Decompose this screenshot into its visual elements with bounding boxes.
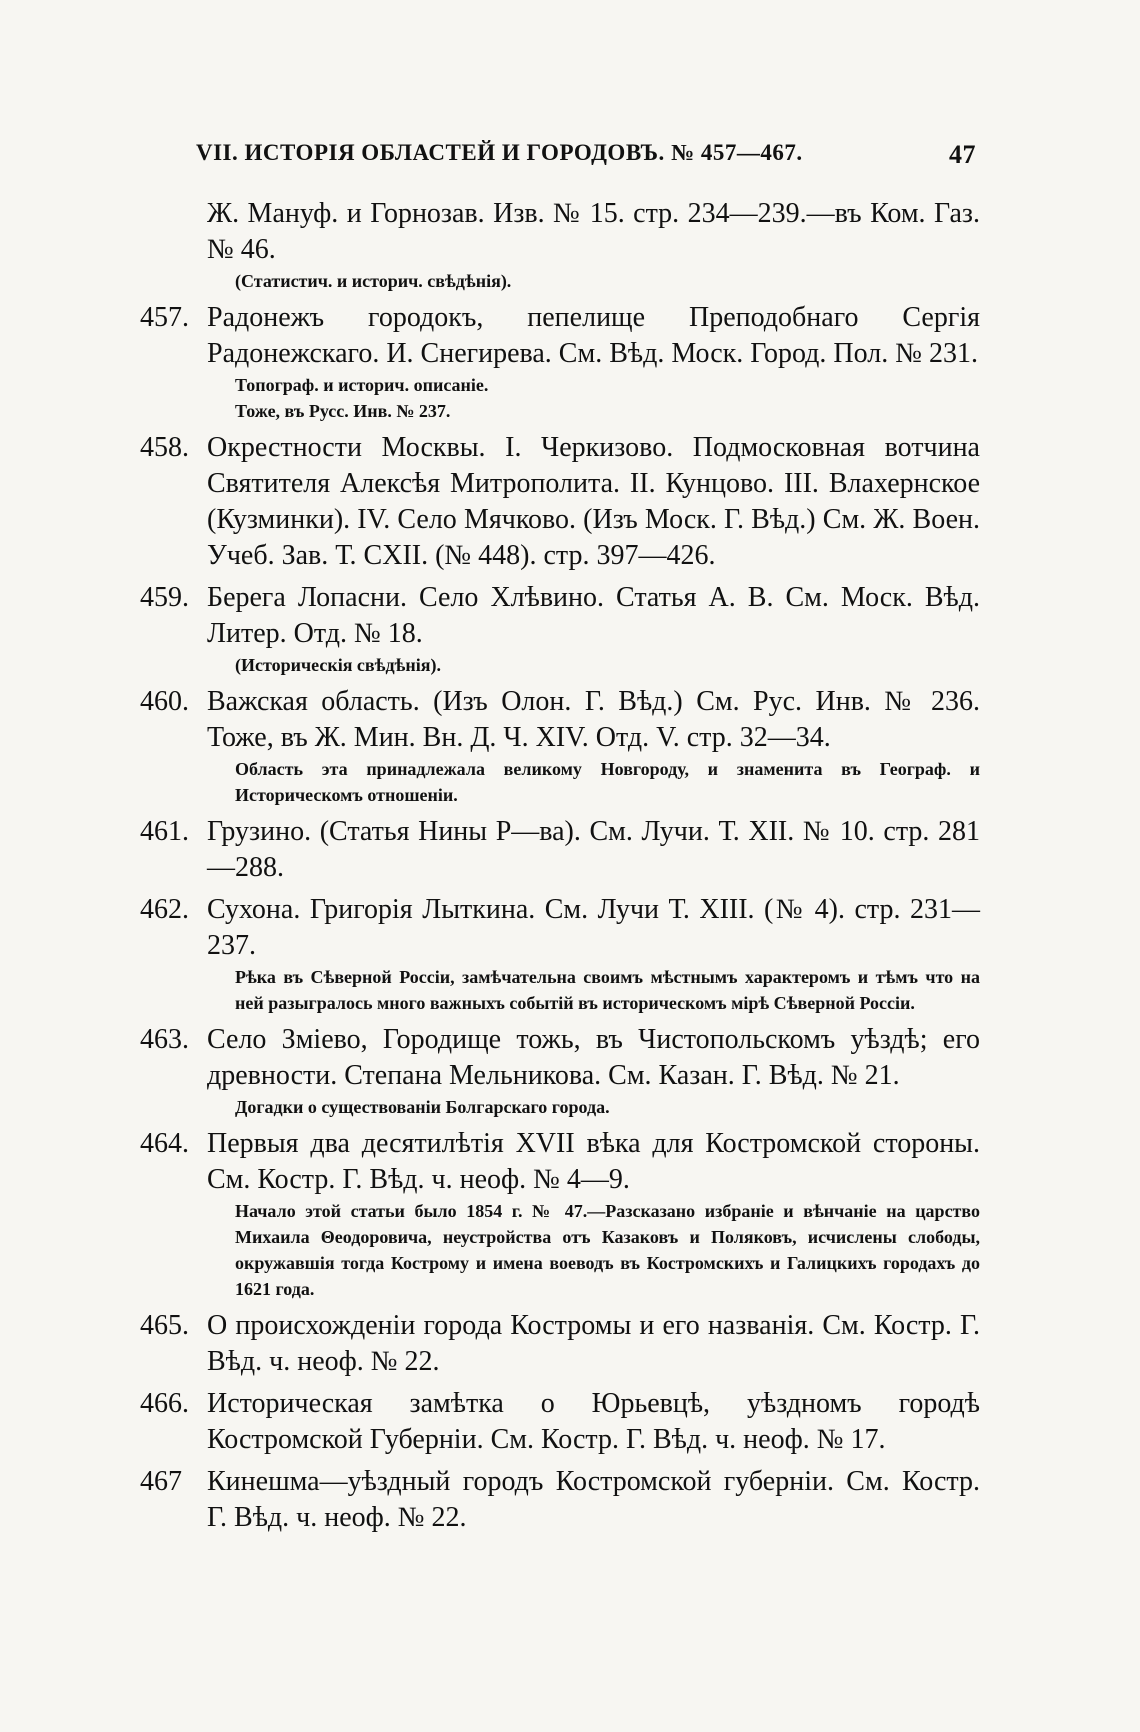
entry-note: Тоже, въ Русс. Инв. № 237.: [235, 401, 451, 421]
entry-text: Окрестности Москвы. I. Черкизово. Подмосковная вотчина Святителя Алексѣя Митрополита. II. Кунцово. III. Влахернское (Кузминки). IV. Село Мячково. (Изъ Моск. Г. Вѣд.) См. Ж. Воен. Учеб. Зав. Т. CXII. (№ 448). стр. 397—426.: [207, 432, 980, 571]
entry-text: Радонежъ городокъ, пепелище Преподобнаго Сергія Радонежскаго. И. Снегирева. См. Вѣд. Моск. Город. Пол. № 231.: [207, 302, 980, 369]
bibliography-entry: [140, 1386, 980, 1458]
bibliography-entry: [140, 1464, 980, 1536]
entry-text: Историческая замѣтка о Юрьевцѣ, уѣздномъ городѣ Костромской Губерніи. См. Костр. Г. Вѣд. ч. неоф. № 17.: [207, 1388, 980, 1455]
running-header: [196, 140, 976, 174]
page-number: 47: [949, 140, 976, 169]
entry-text: Берега Лопасни. Село Хлѣвино. Статья А. В. См. Моск. Вѣд. Литер. Отд. № 18.: [207, 582, 980, 649]
entry-number: 467: [140, 1466, 182, 1497]
entry-text: Кинешма—уѣздный городъ Костромской губерніи. См. Костр. Г. Вѣд. ч. неоф. № 22.: [207, 1466, 980, 1533]
entry-note: Догадки о существованіи Болгарскаго города.: [235, 1097, 610, 1117]
bibliography-entry: [140, 580, 980, 678]
entry-text: Первыя два десятилѣтія XVII вѣка для Костромской стороны. См. Костр. Г. Вѣд. ч. неоф. № 4—9.: [207, 1128, 980, 1195]
entry-text: Сухона. Григорія Лыткина. См. Лучи Т. XIII. (№ 4). стр. 231—237.: [207, 894, 980, 961]
entry-number: 464.: [140, 1128, 189, 1159]
bibliography-entry: [140, 814, 980, 886]
entry-number: 459.: [140, 582, 189, 613]
bibliography-entry: [140, 1022, 980, 1120]
entry-number: 460.: [140, 686, 189, 717]
entry-note: Начало этой статьи было 1854 г. № 47.—Разсказано избраніе и вѣнчаніе на царство Михаила Θеодоровича, неустройства отъ Казаковъ и Поляковъ, исчислены слободы, окружавшія тогда Кострому и имена воеводъ въ Костромскихъ и Галицкихъ городахъ до 1621 года.: [235, 1201, 980, 1299]
bibliography-entry: [140, 430, 980, 574]
entry-text: Ж. Мануф. и Горнозав. Изв. № 15. стр. 234—239.—въ Ком. Газ. № 46.: [207, 198, 980, 265]
entry-number: 461.: [140, 816, 189, 847]
entry-text: Важская область. (Изъ Олон. Г. Вѣд.) См. Рус. Инв. № 236. Тоже, въ Ж. Мин. Вн. Д. Ч. XIV. Отд. V. стр. 32—34.: [207, 686, 980, 753]
entry-number: 457.: [140, 302, 189, 333]
bibliography-entry: [140, 300, 980, 424]
entry-note: (Историческія свѣдѣнія).: [235, 655, 441, 675]
entry-note: (Статистич. и историч. свѣдѣнія).: [235, 271, 512, 291]
entry-number: 465.: [140, 1310, 189, 1341]
continued-entry: [140, 196, 980, 294]
bibliography-entry: [140, 1308, 980, 1380]
entry-note: Область эта принадлежала великому Новгороду, и знаменита въ Географ. и Историческомъ отношеніи.: [235, 759, 980, 805]
bibliography-entry: [140, 892, 980, 1016]
entry-text: Село Зміево, Городище тожь, въ Чистопольскомъ уѣздѣ; его древности. Степана Мельникова. См. Казан. Г. Вѣд. № 21.: [207, 1024, 980, 1091]
running-title: VII. ИСТОРІЯ ОБЛАСТЕЙ И ГОРОДОВЪ. № 457—467.: [196, 140, 803, 165]
entry-note: Рѣка въ Сѣверной Россіи, замѣчательна своимъ мѣстнымъ характеромъ и тѣмъ что на ней разыгралось много важныхъ событій въ историческомъ мірѣ Сѣверной Россіи.: [235, 967, 980, 1013]
entry-note: Топограф. и историч. описаніе.: [235, 375, 489, 395]
bibliography-list: [140, 196, 980, 1542]
entry-text: О происхожденіи города Костромы и его названія. См. Костр. Г. Вѣд. ч. неоф. № 22.: [207, 1310, 980, 1377]
entry-text: Грузино. (Статья Нины Р—ва). См. Лучи. Т. XII. № 10. стр. 281—288.: [207, 816, 980, 883]
bibliography-entry: [140, 1126, 980, 1302]
entry-number: 458.: [140, 432, 189, 463]
entry-number: 462.: [140, 894, 189, 925]
bibliography-entry: [140, 684, 980, 808]
entry-number: 466.: [140, 1388, 189, 1419]
entry-number: 463.: [140, 1024, 189, 1055]
